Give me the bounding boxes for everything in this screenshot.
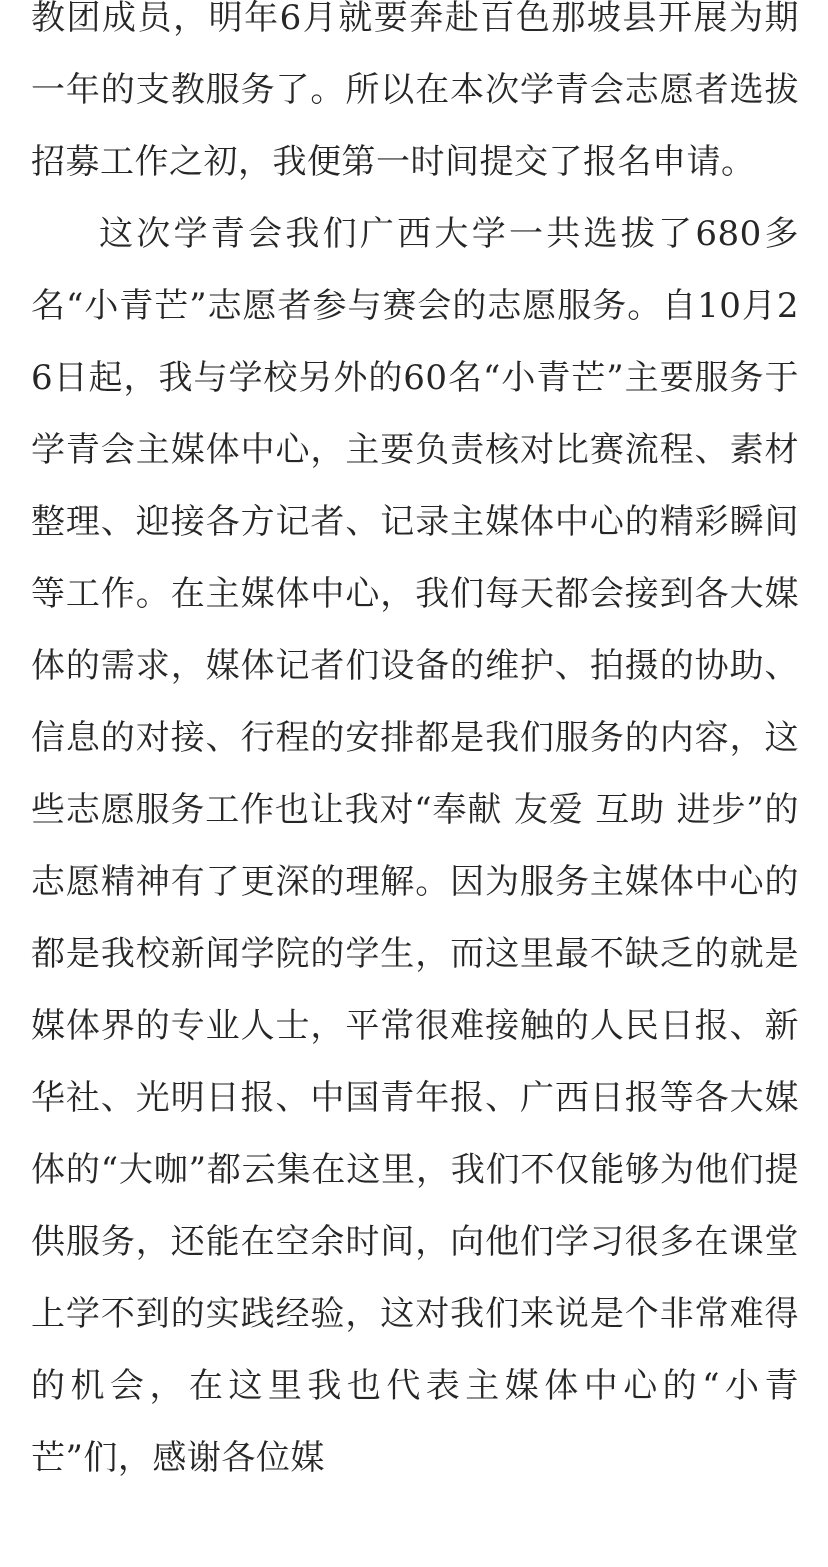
paragraph-volunteer-service: 这次学青会我们广西大学一共选拔了680多名“小青芒”志愿者参与赛会的志愿服务。自10月26日起，我与学校另外的60名“小青芒”主要服务于学青会主媒体中心，主要负责核对比赛流程、素材整理、迎接各方记者、记录主媒体中心的精彩瞬间等工作。在主媒体中心，我们每天都会接到各大媒体的需求，媒体记者们设备的维护、拍摄的协助、信息的对接、行程的安排都是我们服务的内容，这些志愿服务工作也让我对“奉献 友爱 互助 进步”的志愿精神有了更深的理解。因为服务主媒体中心的都是我校新闻学院的学生，而这里最不缺乏的就是媒体界的专业人士，平常很难接触的人民日报、新华社、光明日报、中国青年报、广西日报等各大媒体的“大咖”都云集在这里，我们不仅能够为他们提供服务，还能在空余时间，向他们学习很多在课堂上学不到的实践经验，这对我们来说是个非常难得的机会，在这里我也代表主媒体中心的“小青芒”们，感谢各位媒 (31, 214, 799, 1478)
article-body (31, 0, 799, 1494)
paragraph-continued: 教团成员，明年6月就要奔赴百色那坡县开展为期一年的支教服务了。所以在本次学青会志愿者选拔招募工作之初，我便第一时间提交了报名申请。 (31, 0, 799, 182)
